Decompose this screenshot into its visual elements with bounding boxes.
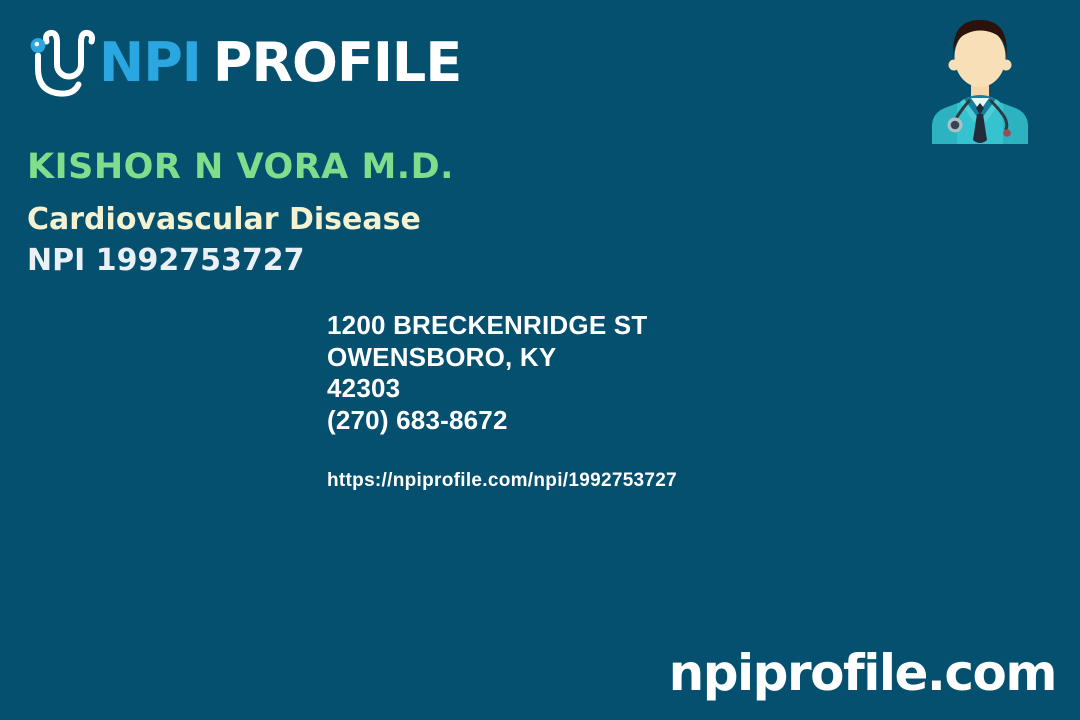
logo-profile-text: PROFILE bbox=[212, 31, 462, 94]
provider-name: KISHOR N VORA M.D. bbox=[27, 147, 454, 187]
doctor-avatar bbox=[927, 13, 1033, 144]
phone-number: (270) 683-8672 bbox=[327, 404, 508, 435]
logo-wordmark bbox=[99, 31, 462, 94]
site-brand: npiprofile.com bbox=[668, 644, 1056, 702]
provider-specialty: Cardiovascular Disease bbox=[27, 202, 421, 237]
address-block bbox=[327, 310, 647, 436]
address-zip: 42303 bbox=[327, 373, 401, 403]
stethoscope-icon bbox=[24, 27, 102, 123]
address-street: 1200 BRECKENRIDGE ST bbox=[327, 310, 648, 340]
logo-npi-text: NPI bbox=[99, 31, 201, 94]
address-city-state: OWENSBORO, KY bbox=[327, 341, 557, 372]
profile-url: https://npiprofile.com/npi/1992753727 bbox=[327, 470, 678, 491]
provider-npi-number: NPI 1992753727 bbox=[27, 243, 305, 278]
